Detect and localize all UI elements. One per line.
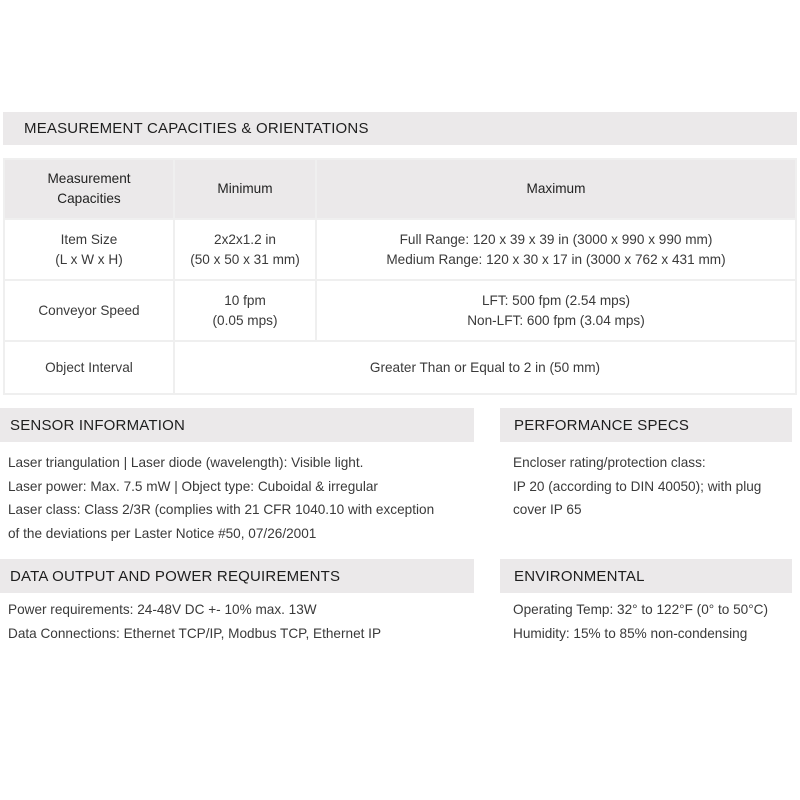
row-label bbox=[4, 219, 174, 280]
maximum-value bbox=[316, 280, 796, 341]
environmental-section-title: ENVIRONMENTAL bbox=[514, 567, 645, 585]
data-output-section-title: DATA OUTPUT AND POWER REQUIREMENTS bbox=[10, 567, 341, 585]
table-header-row bbox=[4, 159, 796, 219]
cell-text: Object Interval bbox=[45, 359, 133, 375]
cell-text: (50 x 50 x 31 mm) bbox=[190, 251, 300, 267]
measurement-capacities-table bbox=[3, 158, 797, 395]
environmental-section-header bbox=[500, 559, 792, 593]
performance-section-header bbox=[500, 408, 792, 442]
data-output-section-header bbox=[0, 559, 474, 593]
cell-text: Greater Than or Equal to 2 in (50 mm) bbox=[369, 359, 601, 375]
environmental-line: Humidity: 15% to 85% non-condensing bbox=[513, 625, 748, 641]
row-label bbox=[4, 280, 174, 341]
header-maximum bbox=[316, 159, 796, 219]
sensor-line: Laser power: Max. 7.5 mW | Object type: Cuboidal & irregular bbox=[8, 478, 378, 494]
table-row-object-interval bbox=[4, 341, 796, 394]
sensor-line: of the deviations per Laster Notice #50, 07/26/2001 bbox=[8, 525, 317, 541]
performance-line: cover IP 65 bbox=[513, 502, 582, 517]
data-output-section-body bbox=[8, 598, 478, 645]
header-minimum bbox=[174, 159, 316, 219]
data-output-line: Data Connections: Ethernet TCP/IP, Modbus TCP, Ethernet IP bbox=[8, 625, 382, 641]
sensor-section-header bbox=[0, 408, 474, 442]
sensor-section-title: SENSOR INFORMATION bbox=[10, 416, 185, 434]
cell-text: Full Range: 120 x 39 x 39 in (3000 x 990 x 990 mm) bbox=[399, 231, 713, 247]
cell-text: (L x W x H) bbox=[55, 251, 123, 267]
sensor-section-body bbox=[8, 451, 478, 545]
cell-text: (0.05 mps) bbox=[212, 312, 278, 328]
environmental-line: Operating Temp: 32° to 122°F (0° to 50°C) bbox=[513, 602, 768, 617]
merged-value bbox=[174, 341, 796, 394]
cell-text: Non-LFT: 600 fpm (3.04 mps) bbox=[467, 312, 645, 328]
maximum-value bbox=[316, 219, 796, 280]
table-row-conveyor-speed bbox=[4, 280, 796, 341]
header-text: Capacities bbox=[57, 191, 121, 206]
cell-text: 10 fpm bbox=[224, 292, 266, 308]
data-output-line: Power requirements: 24-48V DC +- 10% max. 13W bbox=[8, 602, 317, 617]
performance-section-body bbox=[513, 451, 798, 522]
sensor-line: Laser class: Class 2/3R (complies with 21 CFR 1040.10 with exception bbox=[8, 502, 435, 517]
cell-text: 2x2x1.2 in bbox=[214, 231, 276, 247]
minimum-value bbox=[174, 219, 316, 280]
cell-text: Item Size bbox=[60, 231, 118, 247]
cell-text: Conveyor Speed bbox=[38, 302, 140, 318]
sensor-line: Laser triangulation | Laser diode (wavelength): Visible light. bbox=[8, 455, 364, 470]
header-text: Maximum bbox=[526, 181, 586, 196]
measurement-section-title: MEASUREMENT CAPACITIES & ORIENTATIONS bbox=[24, 120, 369, 137]
environmental-section-body bbox=[513, 598, 798, 645]
performance-section-title: PERFORMANCE SPECS bbox=[514, 416, 690, 434]
cell-text: LFT: 500 fpm (2.54 mps) bbox=[481, 292, 631, 308]
header-text: Measurement bbox=[47, 171, 131, 186]
performance-line: Encloser rating/protection class: bbox=[513, 455, 706, 470]
performance-line: IP 20 (according to DIN 40050); with plug bbox=[513, 478, 762, 494]
table-row-item-size bbox=[4, 219, 796, 280]
header-measurement-capacities bbox=[4, 159, 174, 219]
cell-text: Medium Range: 120 x 30 x 17 in (3000 x 762 x 431 mm) bbox=[386, 251, 726, 267]
row-label bbox=[4, 341, 174, 394]
minimum-value bbox=[174, 280, 316, 341]
header-text: Minimum bbox=[217, 181, 273, 196]
measurement-section-header bbox=[3, 112, 797, 145]
